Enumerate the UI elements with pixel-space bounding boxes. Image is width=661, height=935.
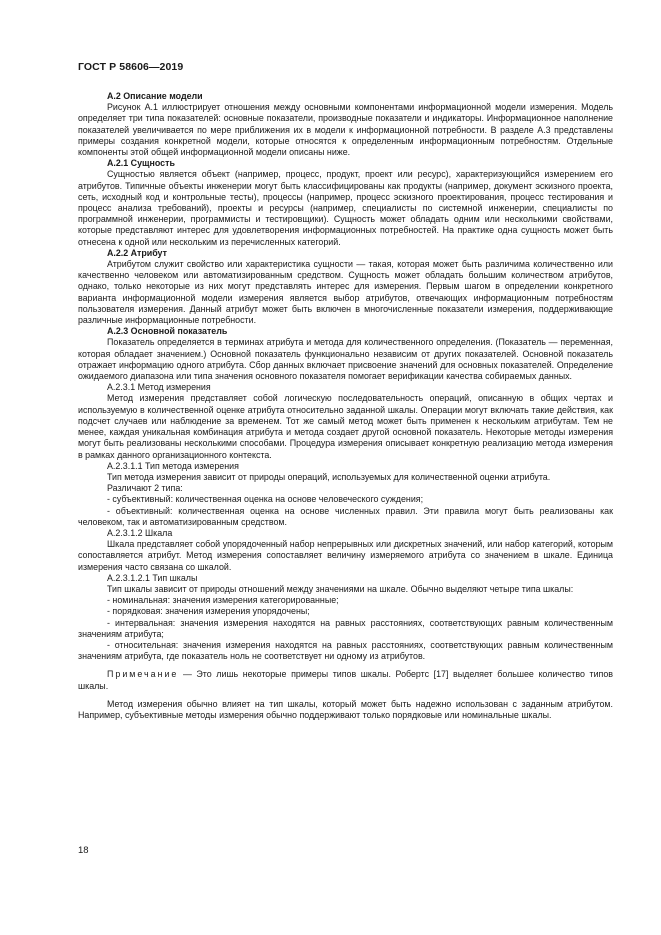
subsection-heading: А.2.3.1.2 Шкала — [107, 527, 173, 538]
paragraph: Метод измерения представляет собой логическую последовательность операций, описанную в общих чертах и используемую в количественной оценке атрибута относительно заданной шкалы. Операции могут включать такие действия, как подсчет случаев или наблюдение за временем. Тот же самый метод может быть применен к нескольким атрибутам. Тем не менее, каждая уникальная комбинация атрибута и метода создает другой основной показатель. Некоторые методы измерения могут быть реализованы несколькими способами. Процедура измерения описывает конкретную реализацию метода измерения в рамках данного организационного контекста. — [78, 393, 613, 460]
list-item: - объективный: количественная оценка на основе численных правил. Эти правила могут быть реализованы как человеком, так и автоматизированным средством. — [78, 505, 613, 527]
note-label: Примечание — [107, 669, 179, 680]
section-heading: А.2 Описание модели — [107, 91, 203, 101]
list-item: - порядковая: значения измерения упорядочены; — [107, 606, 310, 617]
paragraph: Тип шкалы зависит от природы отношений между значениями на шкале. Обычно выделяют четыре типа шкалы: — [107, 583, 574, 594]
paragraph: Показатель определяется в терминах атрибута и метода для количественного определения. (Показатель — переменная, которая обладает значением.) Основной показатель функционально независим от других показателей. Основной показатель отражает информацию одного атрибута. Сбор данных включает присвоение значений для основных показателей. Определение ожидаемого диапазона или типа значения основного показателя помогает верификации качества собираемых данных. — [78, 337, 613, 382]
section-heading: А.2.2 Атрибут — [107, 247, 167, 258]
paragraph: Шкала представляет собой упорядоченный набор непрерывных или дискретных значений, или набор категорий, которым сопоставляется атрибут. Метод измерения сопоставляет величину измеряемого атрибута со значением в шкале. Единица измерения часто связана со шкалой. — [78, 539, 613, 572]
note-text: — Это лишь некоторые примеры типов шкалы. Робертс [17] выделяет большее количество типов шкалы. — [78, 669, 613, 691]
document-header: ГОСТ Р 58606—2019 — [78, 61, 184, 73]
list-item: - субъективный: количественная оценка на основе человеческого суждения; — [107, 494, 424, 505]
subsection-heading: А.2.3.1.1 Тип метода измерения — [107, 460, 239, 471]
paragraph: Метод измерения обычно влияет на тип шкалы, который может быть надежно использован с заданным атрибутом. Например, субъективные методы измерения обычно поддерживают только порядковые или номинальные шкалы. — [78, 698, 613, 720]
subsection-heading: А.2.3.1 Метод измерения — [107, 382, 211, 393]
paragraph: Различают 2 типа: — [107, 483, 183, 494]
section-heading: А.2.1 Сущность — [107, 158, 175, 169]
paragraph: Сущностью является объект (например, процесс, продукт, проект или ресурс), характеризующийся измерением его атрибутов. Типичные объекты инженерии могут быть классифицированы как продукты (например, документ эскизного проекта, сеть, исходный код и контрольные тесты), процессы (например, процесс эскизного проектирования, процесс тестирования и процесс анализа требований), проекты и ресурсы (например, специалисты по системной инженерии, специалисты по программной инженерии, программисты и тестировщики). Сущность может обладать одним или несколькими свойствами, которые представляют интерес для удовлетворения информационных потребностей. На практике одна сущность может быть отнесена к одной или нескольким из перечисленных категорий. — [78, 169, 613, 247]
list-item: - относительная: значения измерения находятся на равных расстояниях, соответствующих равным количественным значениям атрибута, где показатель ноль не соответствует ни одному из атрибутов. — [78, 639, 613, 662]
list-item: - номинальная: значения измерения категорированные; — [107, 595, 339, 606]
section-heading: А.2.3 Основной показатель — [107, 326, 228, 337]
list-item: - интервальная: значения измерения находятся на равных расстояниях, соответствующих равным количественным значениям атрибута; — [78, 617, 613, 639]
page-number: 18 — [78, 845, 89, 856]
paragraph: Рисунок А.1 иллюстрирует отношения между основными компонентами информационной модели измерения. Модель определяет три типа показателей: основные показатели, производные показатели и индикаторы. Информационное наполнение показателей увеличивается по мере приближения их в модели к информационной потребности. В разделе А.3 представлены примеры создания конкретной модели, которые относятся к определенным информационным потребностям. Отдельные компоненты этой общей информационной модели описаны ниже. — [78, 102, 613, 158]
paragraph: Атрибутом служит свойство или характеристика сущности — такая, которая может быть различима количественно или качественно человеком или автоматизированным средством. Сущность может обладать большим количеством атрибутов, однако, только некоторые из них могут представлять интерес для измерения. Первым шагом в определении конкретного варианта информационной модели измерения является выбор атрибутов, отвечающих информационным потребностям пользователя измерения. Данный атрибут может быть включен в многочисленные показатели измерения, поддерживающие различные информационные потребности. — [78, 259, 613, 326]
note — [78, 669, 613, 691]
subsection-heading: А.2.3.1.2.1 Тип шкалы — [107, 572, 198, 583]
paragraph: Тип метода измерения зависит от природы операций, используемых для количественной оценки атрибута. — [107, 471, 551, 482]
document-body — [78, 91, 613, 721]
